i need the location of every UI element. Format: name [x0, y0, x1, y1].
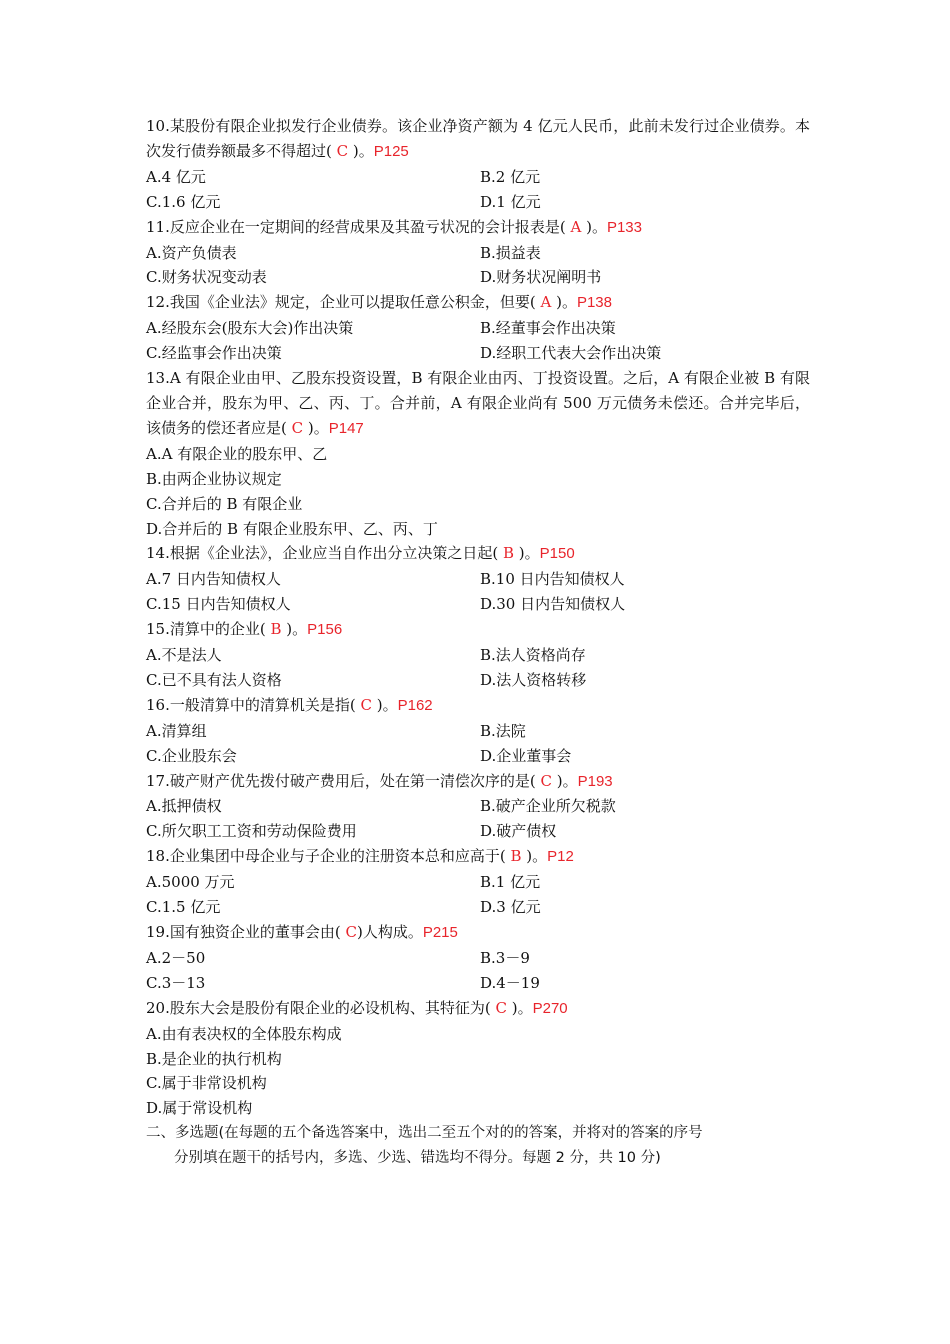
option-b: B.2 亿元 — [480, 167, 541, 186]
options — [146, 870, 810, 920]
option-c: C.财务状况变动表 — [146, 268, 267, 287]
question-block — [146, 541, 810, 617]
option-a: A.4 亿元 — [146, 167, 206, 186]
question-block — [146, 617, 810, 693]
option-b: B.经董事会作出决策 — [480, 319, 616, 338]
option-d: D.1 亿元 — [480, 192, 541, 211]
answer-letter: C — [490, 998, 512, 1017]
option-d: D.属于常设机构 — [146, 1099, 253, 1118]
answer-letter: B — [498, 544, 519, 563]
page-reference: P12 — [547, 848, 574, 866]
option-a: A.A 有限企业的股东甲、乙 — [146, 444, 328, 463]
answer-letter: B — [265, 620, 287, 639]
question-stem: 17.破产财产优先拨付破产费用后，处在第一清偿次序的是( C )。P193 — [146, 771, 613, 790]
question-stem: 12.我国《企业法》规定，企业可以提取任意公积金，但要( A )。P138 — [146, 293, 612, 312]
option-c: C.1.5 亿元 — [146, 898, 221, 917]
page-reference: P270 — [532, 999, 568, 1017]
option-d: D.破产债权 — [480, 822, 557, 841]
question-block — [146, 693, 810, 769]
question-block — [146, 996, 810, 1122]
option-d: D.经职工代表大会作出决策 — [480, 344, 662, 363]
options — [146, 241, 810, 291]
option-c: C.已不具有法人资格 — [146, 670, 282, 689]
option-b: B.3－9 — [480, 948, 530, 967]
question-stem: 14.根据《企业法》，企业应当自作出分立决策之日起( B )。P150 — [146, 544, 575, 563]
page-reference: P162 — [397, 696, 433, 714]
option-c: C.属于非常设机构 — [146, 1074, 267, 1093]
page-reference: P156 — [307, 621, 343, 639]
section-heading-line2: 分别填在题干的括号内，多选、少选、错选均不得分。每题 2 分，共 10 分) — [174, 1150, 661, 1167]
question-block — [146, 366, 810, 541]
question-block — [146, 769, 810, 845]
option-c: C.所欠职工工资和劳动保险费用 — [146, 822, 357, 841]
option-a: A.清算组 — [146, 721, 207, 740]
option-b: B.由两企业协议规定 — [146, 469, 282, 488]
options — [146, 567, 810, 617]
option-c: C.3－13 — [146, 973, 206, 992]
option-d: D.财务状况阐明书 — [480, 268, 602, 287]
answer-letter: C — [286, 418, 308, 437]
options — [146, 719, 810, 769]
answer-letter: C — [535, 771, 557, 790]
option-a: A.不是法人 — [146, 646, 222, 665]
option-c: C.合并后的 B 有限企业 — [146, 494, 303, 513]
question-block — [146, 114, 810, 215]
answer-letter: C — [340, 923, 357, 941]
options — [146, 1022, 810, 1122]
page-reference: P133 — [606, 218, 642, 236]
question-stem: 20.股东大会是股份有限企业的必设机构、其特征为( C )。P270 — [146, 998, 568, 1017]
option-b: B.1 亿元 — [480, 873, 541, 892]
page-reference: P215 — [422, 924, 458, 941]
page-reference: P193 — [577, 772, 613, 790]
question-stem: 15.清算中的企业( B )。P156 — [146, 620, 343, 639]
question-stem: 16.一般清算中的清算机关是指( C )。P162 — [146, 695, 433, 714]
option-a: A.由有表决权的全体股东构成 — [146, 1024, 342, 1043]
option-a: A.2－50 — [146, 948, 206, 967]
option-d: D.4－19 — [480, 973, 540, 992]
question-stem: 10.某股份有限企业拟发行企业债券。该企业净资产额为 4 亿元人民币，此前未发行过企业债券。本次发行债券额最多不得超过( C )。P125 — [146, 117, 810, 160]
option-c: C.15 日内告知债权人 — [146, 595, 291, 614]
question-stem: 19.国有独资企业的董事会由( C)人构成。P215 — [146, 923, 458, 941]
option-b: B.损益表 — [480, 243, 541, 262]
option-c: C.经监事会作出决策 — [146, 344, 282, 363]
options — [146, 442, 810, 542]
answer-letter: A — [565, 217, 587, 236]
option-b: B.10 日内告知债权人 — [480, 570, 625, 589]
option-a: A.资产负债表 — [146, 243, 237, 262]
options — [146, 165, 810, 215]
answer-letter: C — [355, 695, 377, 714]
options — [146, 946, 810, 996]
option-b: B.法人资格尚存 — [480, 646, 586, 665]
option-d: D.30 日内告知债权人 — [480, 595, 626, 614]
exam-page — [146, 114, 810, 1171]
option-c: C.1.6 亿元 — [146, 192, 221, 211]
option-a: A.7 日内告知债权人 — [146, 570, 281, 589]
option-a: A.5000 万元 — [146, 873, 235, 892]
option-b: B.破产企业所欠税款 — [480, 797, 616, 816]
page-reference: P147 — [328, 419, 364, 437]
question-stem: 13.A 有限企业由甲、乙股东投资设置，B 有限企业由丙、丁投资设置。之后，A 有限企业被 B 有限企业合并，股东为甲、乙、丙、丁。合并前，A 有限企业尚有 500 万元债务未偿还。合并完毕后，该债务的偿还者应是( C )。P147 — [146, 369, 810, 437]
question-block — [146, 290, 810, 366]
question-block — [146, 920, 810, 996]
options — [146, 316, 810, 366]
page-reference: P125 — [373, 142, 409, 160]
option-d: D.3 亿元 — [480, 898, 541, 917]
option-a: A.经股东会(股东大会)作出决策 — [146, 319, 354, 338]
section-heading-line1: 二、多选题(在每题的五个备选答案中，选出二至五个对的的答案，并将对的答案的序号 — [146, 1125, 703, 1142]
option-a: A.抵押债权 — [146, 797, 222, 816]
page-reference: P138 — [576, 294, 612, 312]
option-d: D.法人资格转移 — [480, 670, 587, 689]
question-stem: 18.企业集团中母企业与子企业的注册资本总和应高于( B )。P12 — [146, 847, 574, 866]
question-stem: 11.反应企业在一定期间的经营成果及其盈亏状况的会计报表是( A )。P133 — [146, 217, 642, 236]
section-heading-multiple-choice — [146, 1121, 810, 1171]
answer-letter: B — [505, 847, 527, 866]
page-reference: P150 — [539, 545, 575, 563]
option-d: D.企业董事会 — [480, 746, 572, 765]
options — [146, 643, 810, 693]
answer-letter: A — [535, 293, 557, 312]
options — [146, 794, 810, 844]
answer-letter: C — [331, 141, 353, 160]
question-block — [146, 215, 810, 291]
option-d: D.合并后的 B 有限企业股东甲、乙、丙、丁 — [146, 519, 438, 538]
option-b: B.是企业的执行机构 — [146, 1049, 282, 1068]
option-c: C.企业股东会 — [146, 746, 237, 765]
question-block — [146, 844, 810, 920]
option-b: B.法院 — [480, 721, 526, 740]
